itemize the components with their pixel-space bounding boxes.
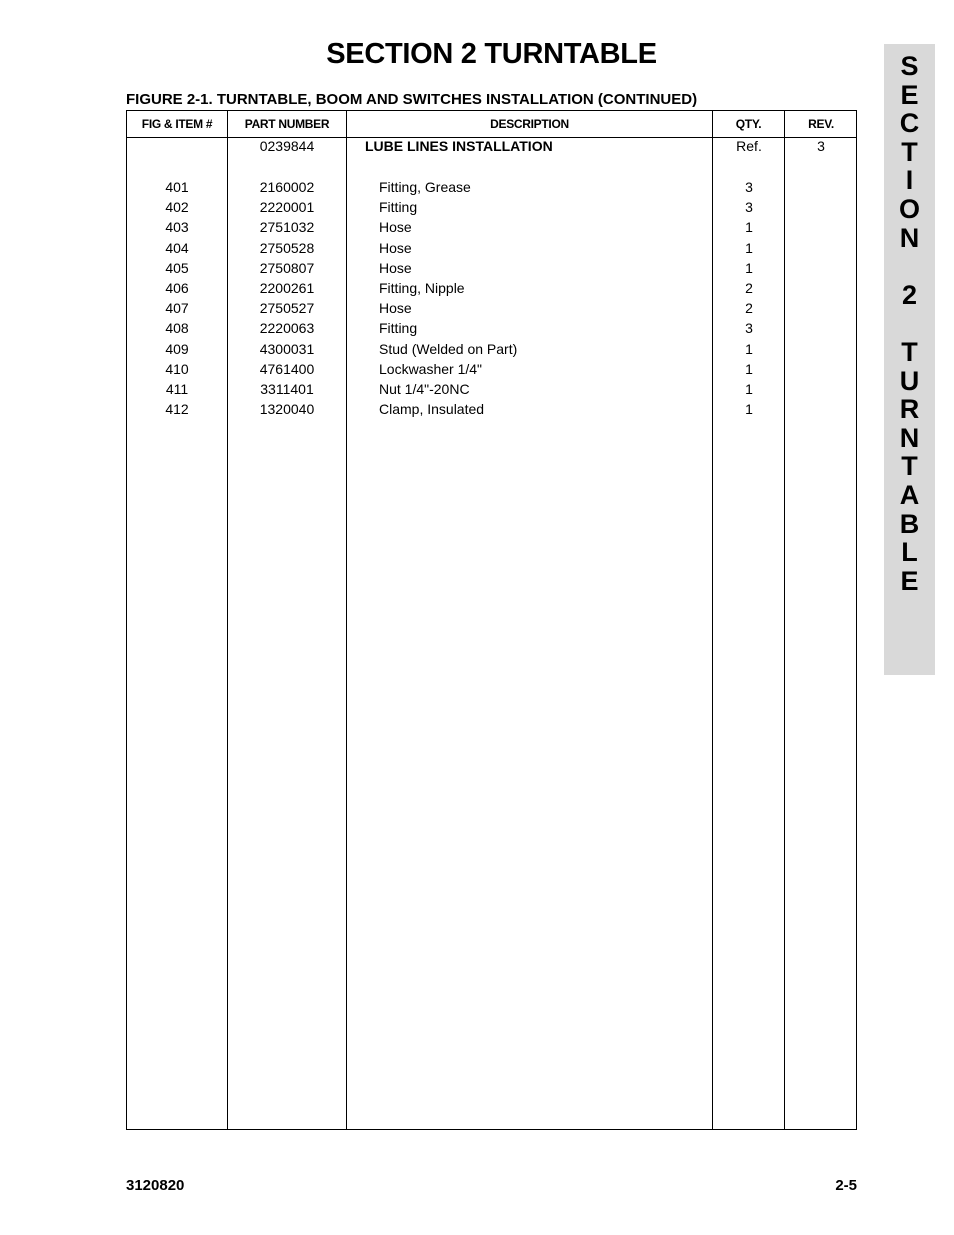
quantity: 3 xyxy=(745,179,753,195)
item-number: 401 xyxy=(165,179,189,195)
quantity: 1 xyxy=(745,239,753,256)
side-tab-letter: N xyxy=(899,422,920,453)
document-number: 3120820 xyxy=(126,1177,185,1194)
side-tab-letter: I xyxy=(905,165,914,196)
description: Hose xyxy=(379,300,412,317)
quantity: 1 xyxy=(745,259,753,276)
item-number: 411 xyxy=(165,381,189,397)
part-number: 4761400 xyxy=(259,360,315,377)
description: Fitting, Grease xyxy=(379,179,471,195)
description: Stud (Welded on Part) xyxy=(379,340,518,357)
header-description: DESCRIPTION xyxy=(490,117,569,131)
side-tab-letter: T xyxy=(901,451,918,482)
part-number: 2750528 xyxy=(259,239,315,256)
assembly-part-number: 0239844 xyxy=(259,138,315,154)
side-tab-letter: O xyxy=(898,193,920,224)
side-tab-letter: T xyxy=(901,336,918,367)
quantity: 1 xyxy=(745,360,753,377)
side-tab-letter: A xyxy=(899,479,920,510)
side-tab-letter: E xyxy=(900,79,919,110)
item-number: 405 xyxy=(165,259,189,276)
item-number: 402 xyxy=(165,199,189,216)
table-row xyxy=(127,359,856,379)
side-tab-letter: S xyxy=(900,51,919,81)
page-title: SECTION 2 TURNTABLE xyxy=(326,38,657,70)
description: Hose xyxy=(379,219,412,236)
side-tab-letter: C xyxy=(899,108,920,139)
side-tab-letter: 2 xyxy=(901,279,918,310)
side-tab-letter xyxy=(884,309,935,338)
table-row xyxy=(127,379,856,399)
parts-table xyxy=(126,110,857,1130)
table-row xyxy=(127,298,856,318)
side-tab-letters xyxy=(884,52,935,595)
item-number: 412 xyxy=(165,401,189,418)
item-number: 408 xyxy=(165,320,189,337)
description: Hose xyxy=(379,259,412,276)
item-number: 407 xyxy=(165,300,189,317)
item-number: 404 xyxy=(165,239,189,256)
item-number: 403 xyxy=(165,219,189,236)
description: Fitting xyxy=(379,320,418,337)
description: Nut 1/4"-20NC xyxy=(379,381,470,397)
side-tab-letter: R xyxy=(899,394,920,425)
quantity: 1 xyxy=(745,381,753,397)
part-number: 2750527 xyxy=(259,300,315,317)
quantity: 1 xyxy=(745,401,753,418)
table-row xyxy=(127,217,856,237)
description: Hose xyxy=(379,239,412,256)
side-tab-letter xyxy=(884,252,935,281)
section-side-tab xyxy=(884,44,935,675)
table-row xyxy=(127,197,856,217)
quantity: 3 xyxy=(745,320,753,337)
part-number: 1320040 xyxy=(259,401,315,418)
header-rev: REV. xyxy=(808,117,834,131)
part-number: 4300031 xyxy=(259,340,315,357)
figure-title: FIGURE 2-1. TURNTABLE, BOOM AND SWITCHES INSTALLATION (CONTINUED) xyxy=(126,91,698,108)
description: Lockwasher 1/4" xyxy=(379,360,483,377)
quantity: 1 xyxy=(745,219,753,236)
quantity: 2 xyxy=(745,280,753,296)
part-number: 3311401 xyxy=(260,381,314,397)
description: Fitting xyxy=(379,199,418,216)
item-number: 406 xyxy=(165,280,189,296)
table-row xyxy=(127,258,856,278)
quantity: 1 xyxy=(745,340,753,357)
assembly-rev: 3 xyxy=(817,138,825,154)
part-number: 2750807 xyxy=(259,259,315,276)
table-row xyxy=(127,238,856,258)
part-number: 2751032 xyxy=(259,219,315,236)
description: Fitting, Nipple xyxy=(379,280,465,296)
assembly-qty: Ref. xyxy=(736,138,762,154)
item-number: 410 xyxy=(165,360,189,377)
header-part-number: PART NUMBER xyxy=(244,117,330,131)
table-row xyxy=(127,318,856,338)
assembly-description: LUBE LINES INSTALLATION xyxy=(365,138,553,154)
description: Clamp, Insulated xyxy=(379,401,485,418)
assembly-row xyxy=(127,136,856,156)
header-fig-item: FIG & ITEM # xyxy=(141,117,213,131)
side-tab-letter: N xyxy=(899,222,920,253)
side-tab-letter: T xyxy=(901,136,918,167)
table-row xyxy=(127,177,856,197)
header-qty: QTY. xyxy=(735,117,762,131)
part-number: 2200261 xyxy=(259,280,315,296)
table-row xyxy=(127,399,856,419)
part-number: 2220063 xyxy=(259,320,315,337)
side-tab-letter: L xyxy=(901,537,918,568)
item-number: 409 xyxy=(165,340,189,357)
side-tab-letter: U xyxy=(899,365,920,396)
table-row xyxy=(127,339,856,359)
quantity: 3 xyxy=(745,199,753,216)
side-tab-letter: B xyxy=(899,508,920,539)
side-tab-letter: E xyxy=(900,565,919,596)
quantity: 2 xyxy=(745,300,753,317)
part-number: 2160002 xyxy=(259,179,315,195)
table-row xyxy=(127,278,856,298)
page-number: 2-5 xyxy=(835,1177,857,1194)
part-number: 2220001 xyxy=(259,199,315,216)
